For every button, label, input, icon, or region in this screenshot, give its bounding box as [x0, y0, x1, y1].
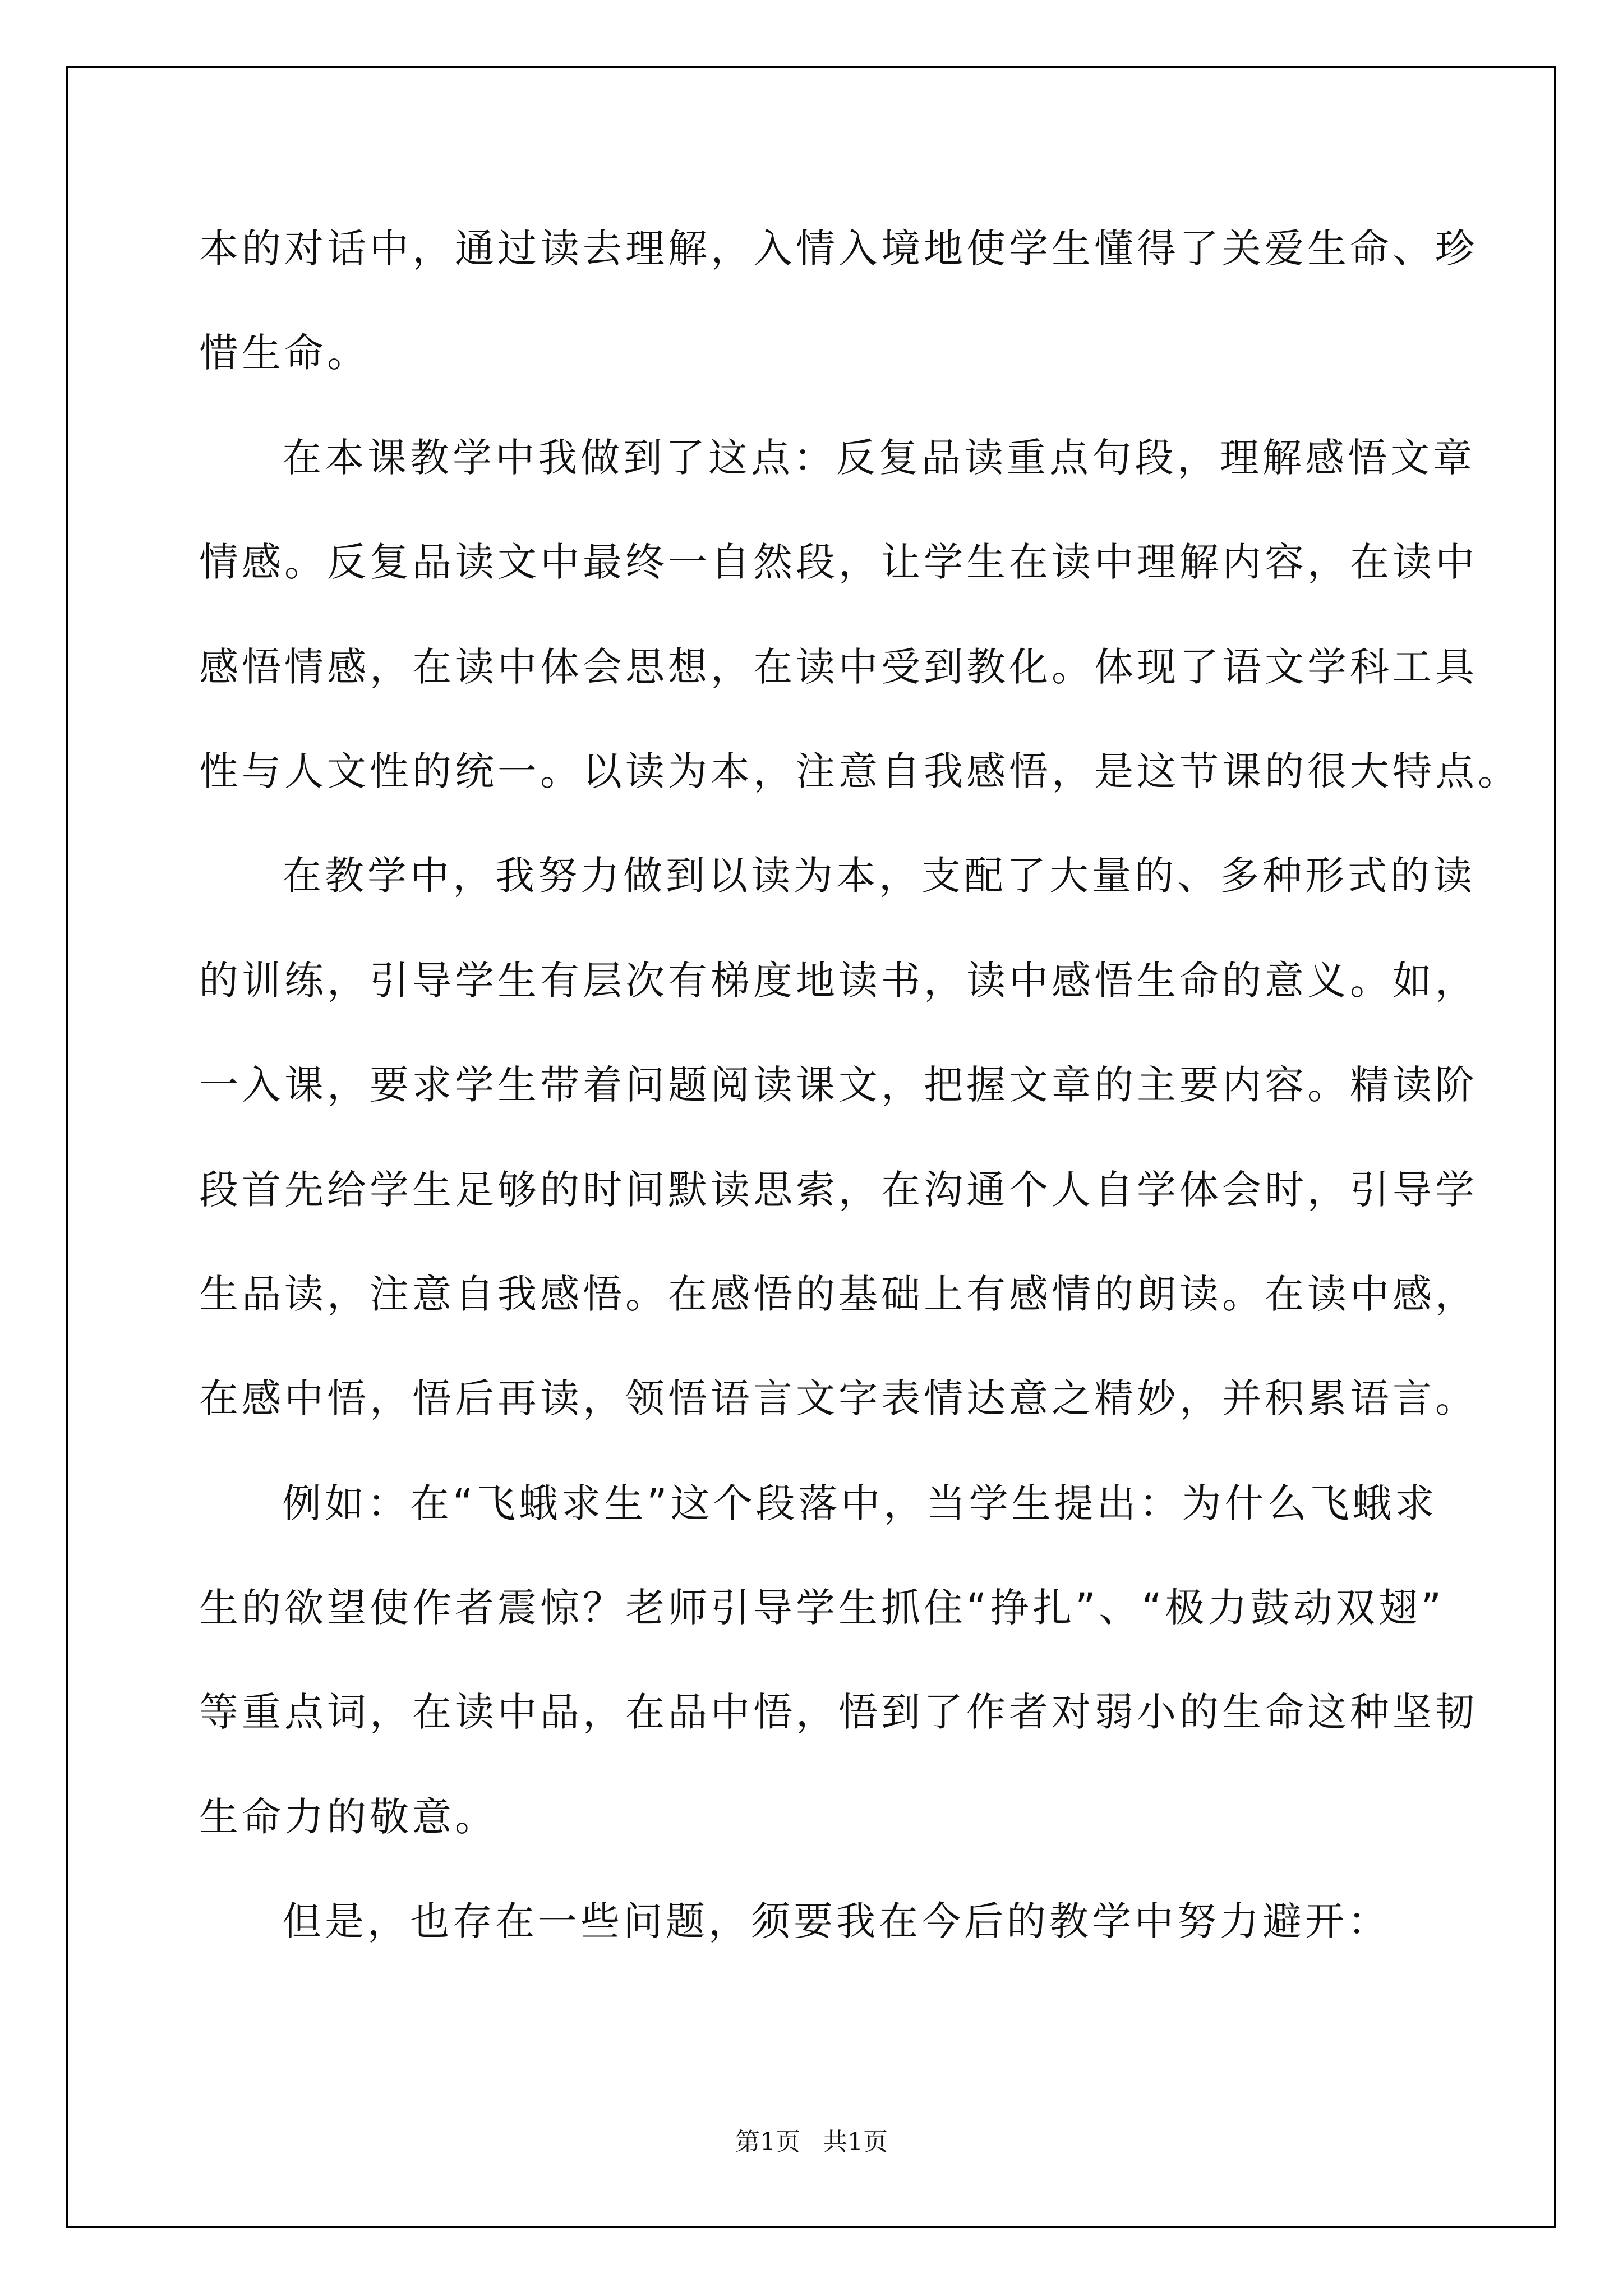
text-line: 例如：在“飞蛾求生”这个段落中，当学生提出：为什么飞蛾求 — [282, 1480, 1438, 1526]
paragraph-3 — [199, 823, 1478, 1451]
document-body — [199, 196, 1520, 1974]
text-line: 生品读，注意自我感悟。在感悟的基础上有感情的朗读。在读中感， — [199, 1271, 1478, 1317]
text-line: 生的欲望使作者震惊？老师引导学生抓住“挣扎”、“极力鼓动双翅” — [199, 1585, 1445, 1631]
text-line: 生命力的敬意。 — [199, 1793, 497, 1840]
text-line: 本的对话中，通过读去理解，入情入境地使学生懂得了关爱生命、珍 — [199, 226, 1478, 272]
text-line: 情感。反复品读文中最终一自然段，让学生在读中理解内容，在读中 — [199, 539, 1478, 586]
text-line: 性与人文性的统一。以读为本，注意自我感悟，是这节课的很大特点。 — [199, 748, 1520, 794]
text-line: 的训练，引导学生有层次有梯度地读书，读中感悟生命的意义。如， — [199, 957, 1478, 1004]
paragraph-5 — [199, 1869, 1433, 1973]
page-total: 共1页 — [823, 2128, 888, 2156]
paragraph-1 — [199, 196, 1478, 406]
text-line: 段首先给学生足够的时间默读思索，在沟通个人自学体会时，引导学 — [199, 1166, 1478, 1213]
paragraph-2 — [199, 406, 1520, 824]
paragraph-4 — [199, 1451, 1478, 1870]
text-line: 等重点词，在读中品，在品中悟，悟到了作者对弱小的生命这种坚韧 — [199, 1689, 1478, 1736]
text-line: 感悟情感，在读中体会思想，在读中受到教化。体现了语文学科工具 — [199, 643, 1478, 690]
text-line: 在教学中，我努力做到以读为本，支配了大量的、多种形式的读 — [282, 853, 1476, 899]
text-line: 惜生命。 — [199, 330, 370, 376]
text-line: 一入课，要求学生带着问题阅读课文，把握文章的主要内容。精读阶 — [199, 1062, 1478, 1108]
page-footer — [0, 2122, 1623, 2157]
text-line: 但是，也存在一些问题，须要我在今后的教学中努力避开： — [282, 1898, 1390, 1945]
text-line: 在本课教学中我做到了这点：反复品读重点句段，理解感悟文章 — [282, 434, 1476, 481]
text-line: 在感中悟，悟后再读，领悟语言文字表情达意之精妙，并积累语言。 — [199, 1375, 1478, 1422]
page-number: 第1页 — [735, 2128, 800, 2156]
